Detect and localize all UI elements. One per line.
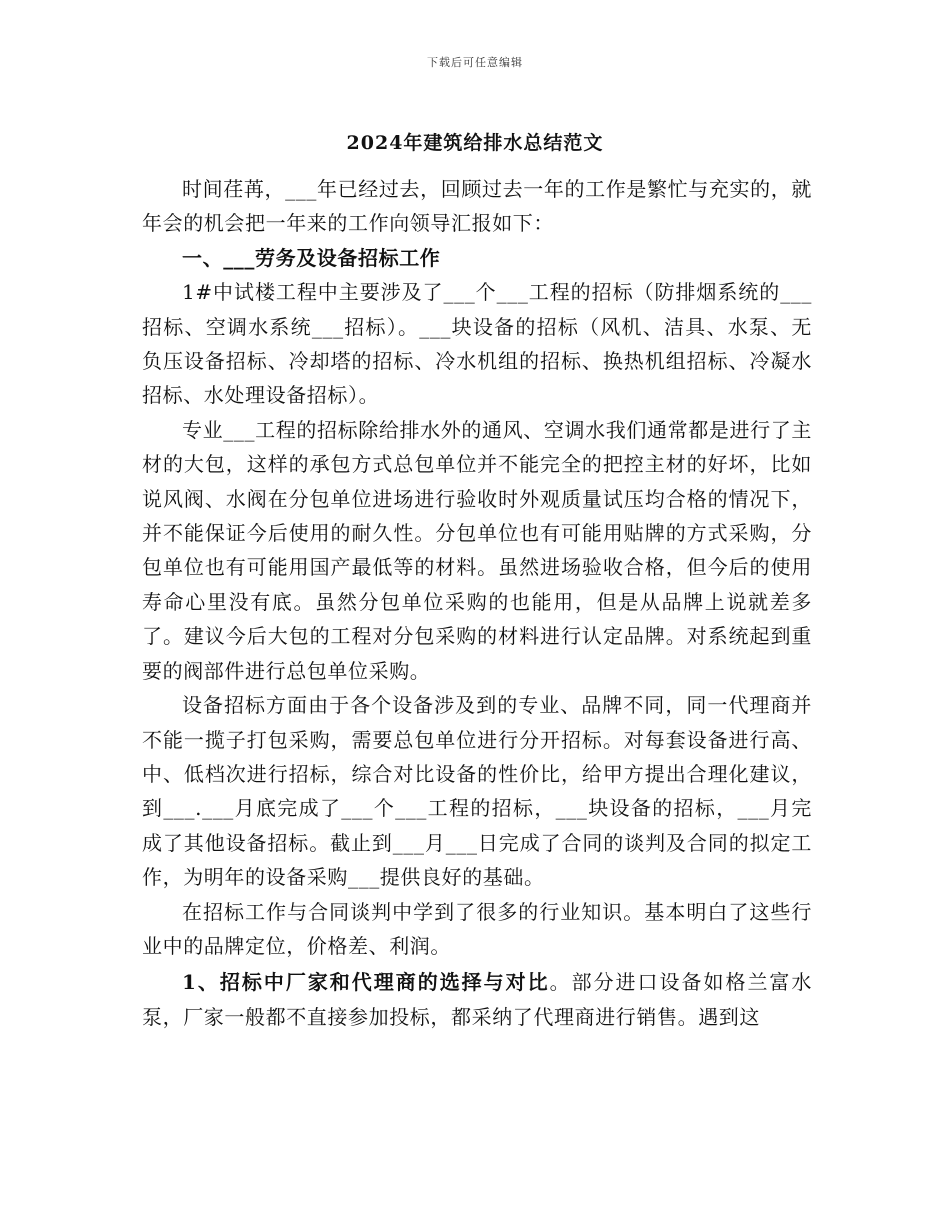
page-header-note: 下载后可任意编辑 [427,56,523,69]
document-title: 2024年建筑给排水总结范文 [346,132,604,154]
paragraph-subcontract: 专业___工程的招标除给排水外的通风、空调水我们通常都是进行了主材的大包，这样的承包方式总包单位并不能完全的把控主材的好坏，比如说风阀、水阀在分包单位进场进行验收时外观质量试压均合格的情况下，并不能保证今后使用的耐久性。分包单位也有可能用贴牌的方式采购，分包单位也有可能用国产最低等的材料。虽然进场验收合格，但今后的使用寿命心里没有底。虽然分包单位采购的也能用，但是从品牌上说就差多了。建议今后大包的工程对分包采购的材料进行认定品牌。对系统起到重要的阀部件进行总包单位采购。 [142,417,812,683]
paragraph-project-bidding: 1#中试楼工程中主要涉及了___个___工程的招标（防排烟系统的___招标、空调水系统___招标）。___块设备的招标（风机、洁具、水泵、无负压设备招标、冷却塔的招标、冷水机组的招标、换热机组招标、冷凝水招标、水处理设备招标）。 [142,280,812,408]
paragraph-lead-rest: 。部分进口设备如格兰富水泵，厂家一般都不直接参加投标，都采纳了代理商进行销售。遇到这 [142,970,813,1029]
paragraph-lead-bold: 1、招标中厂家和代理商的选择与对比 [182,970,550,995]
document-body [142,172,812,1034]
paragraph-intro: 时间荏苒，___年已经过去，回顾过去一年的工作是繁忙与充实的，就年会的机会把一年来的工作向领导汇报如下： [142,177,812,236]
section-heading: 一、___劳务及设备招标工作 [182,245,441,270]
paragraph-equipment-bidding: 设备招标方面由于各个设备涉及到的专业、品牌不同，同一代理商并不能一揽子打包采购，需要总包单位进行分开招标。对每套设备进行高、中、低档次进行招标，综合对比设备的性价比，给甲方提出合理化建议，到___.___月底完成了___个___工程的招标，___块设备的招标，___月完成了其他设备招标。截止到___月___日完成了合同的谈判及合同的拟定工作，为明年的设备采购___提供良好的基础。 [142,693,812,890]
paragraph-knowledge: 在招标工作与合同谈判中学到了很多的行业知识。基本明白了这些行业中的品牌定位，价格差、利润。 [142,899,812,958]
paragraph-manufacturer-agent [142,965,812,1034]
